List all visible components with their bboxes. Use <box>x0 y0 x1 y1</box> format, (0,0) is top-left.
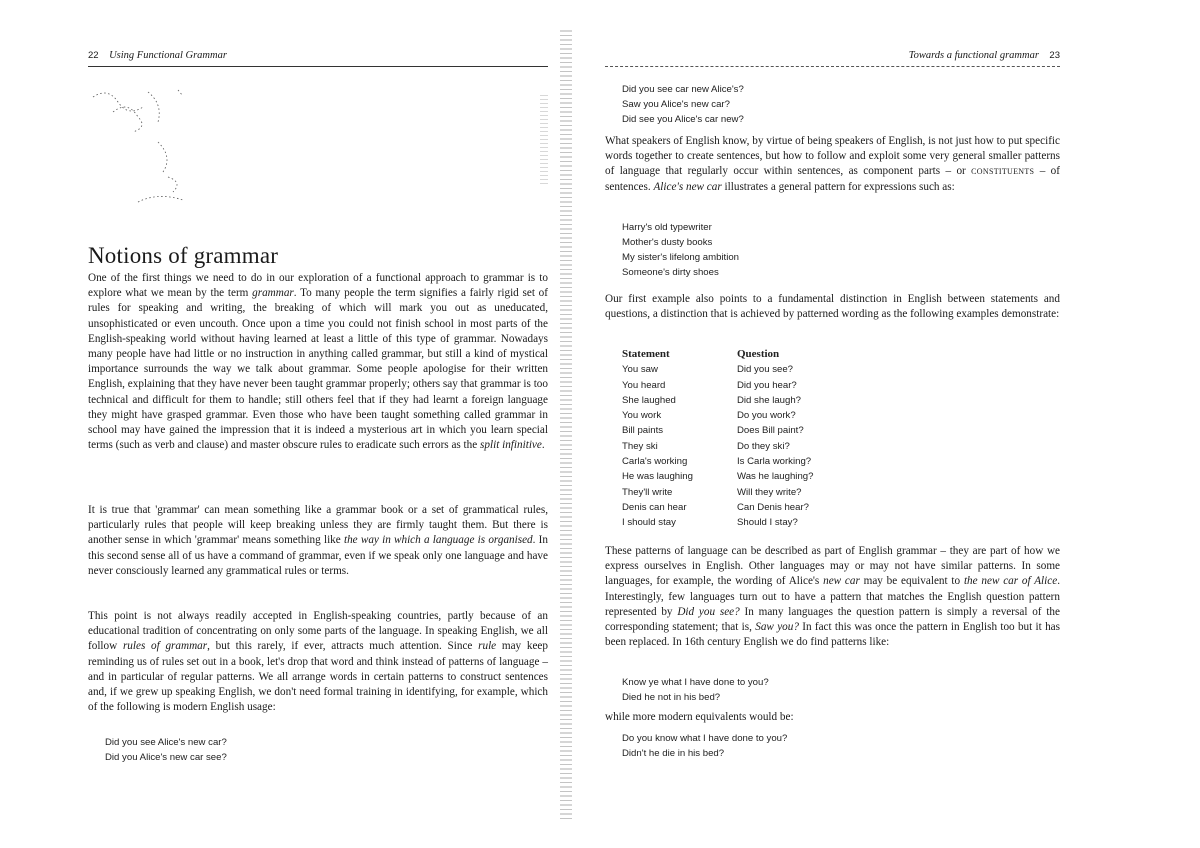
example-item: Someone's dirty shoes <box>622 267 719 278</box>
paragraph-3-emphasis-rules: rules of grammar <box>122 640 208 653</box>
table-cell-statement: I should stay <box>622 517 676 529</box>
example-item: Did you see Alice's new car? <box>105 737 227 748</box>
right-paragraph-1 <box>605 134 1060 195</box>
table-header-question: Question <box>737 348 780 360</box>
table-row <box>622 408 867 423</box>
table-cell-question: Did you see? <box>737 364 793 376</box>
right-paragraph-3-text-a: These patterns of language can be described as part of English grammar – they are part of how we express ourselves in English. Other languages may or may not have similar patterns. In some languages, for example, the wording of Alice's <box>605 545 1060 588</box>
header-rule-right <box>605 66 1060 67</box>
right-paragraph-3-emphasis-new-car: new car <box>823 575 860 588</box>
table-row <box>622 469 867 484</box>
statement-question-table <box>622 347 867 531</box>
table-row <box>622 423 867 438</box>
paragraph-2-text-c: . In this second sense all of us have a command of grammar, even if we speak only one language and have never consciously learned any grammatical rules or terms. <box>88 534 548 577</box>
table-cell-statement: He was laughing <box>622 471 693 483</box>
example-item: My sister's lifelong ambition <box>622 252 739 263</box>
example-list-left <box>105 735 227 765</box>
section-heading: Notions of grammar <box>88 243 279 268</box>
table-cell-question: Do you work? <box>737 410 796 422</box>
example-list-possessives <box>622 220 739 280</box>
right-paragraph-3-text-g: In many languages the question pattern is simply a reversal of the corresponding statement; that is, <box>605 605 1060 634</box>
table-cell-question: Can Denis hear? <box>737 501 809 513</box>
right-paragraph-3-text-i: In fact this was once the pattern in English too but it has been replaced. In 16th century English we do find patterns like: <box>605 621 1060 649</box>
example-item: Died he not in his bed? <box>622 692 721 703</box>
table-cell-question: Should I stay? <box>737 517 798 529</box>
right-paragraph-3 <box>605 544 1060 650</box>
right-paragraph-3-emphasis-did-you-see: Did you see? <box>677 605 740 618</box>
paragraph-3-emphasis-rule: rule <box>478 640 497 653</box>
table-cell-statement: They'll write <box>622 486 673 498</box>
right-paragraph-4: while more modern equivalents would be: <box>605 711 794 723</box>
example-item: Did you Alice's new car see? <box>105 752 227 763</box>
right-paragraph-2: Our first example also points to a fundamental distinction in English between statements and questions, a distinction that is achieved by patterned wording as the following examples demonstrate: <box>605 293 1060 321</box>
table-cell-statement: You saw <box>622 364 658 376</box>
table-row <box>622 454 867 469</box>
paragraph-1 <box>88 271 548 453</box>
table-cell-statement: Denis can hear <box>622 501 687 513</box>
paragraph-2-text-a: It is true that 'grammar' can mean something like a grammar book or a set of grammatical rules, particularly rules that people will keep breaking unless they are firmly taught them. But there is another sense in which 'grammar' means something like <box>88 504 548 547</box>
table-row <box>622 362 867 377</box>
paragraph-1-text-e: . <box>541 439 545 452</box>
paragraph-1-text-a: One of the first things we need to do in our exploration of a functional approach to grammar is to explore what we mean by the term <box>88 272 548 300</box>
example-list-modern <box>622 731 787 761</box>
table-row <box>622 515 867 530</box>
right-paragraph-1-text-e: illustrates a general pattern for expressions such as: <box>721 180 955 193</box>
header-rule-left <box>88 66 548 67</box>
table-cell-question: Will they write? <box>737 486 802 498</box>
example-item: Harry's old typewriter <box>622 222 712 233</box>
paragraph-1-emphasis-split-infinitive: split infinitive <box>480 439 542 452</box>
table-cell-statement: Bill paints <box>622 425 664 437</box>
paragraph-3 <box>88 609 548 715</box>
paragraph-2-emphasis: the way in which a language is organised <box>343 534 533 547</box>
table-cell-statement: Carla's working <box>622 456 688 468</box>
paragraph-3-text-a: This point is not always readily accepted in English-speaking countries, partly because of an educational tradition of concentrating on only some parts of the language. In speaking English, we all follow <box>88 610 548 653</box>
example-item: Mother's dusty books <box>622 237 713 248</box>
example-list-old-english <box>622 675 769 705</box>
table-row <box>622 393 867 408</box>
example-item: Know ye what I have done to you? <box>622 677 769 688</box>
right-paragraph-1-emphasis: Alice's new car <box>653 180 722 193</box>
running-head-title-left: Using Functional Grammar <box>109 50 227 61</box>
table-header-row <box>622 347 867 362</box>
running-head-title-right: Towards a functional grammar <box>908 50 1039 61</box>
table-cell-question: Does Bill paint? <box>737 425 804 437</box>
table-row <box>622 378 867 393</box>
right-paragraph-3-emphasis-new-car-of-alice: the new car of Alice <box>963 575 1058 588</box>
table-cell-statement: You heard <box>622 379 666 391</box>
example-item: Didn't he die in his bed? <box>622 748 725 759</box>
example-list-top <box>622 82 744 127</box>
paragraph-1-text-c: . To many people the term signifies a fairly rigid set of rules for speaking and writing, the breaking of which will mark you out as uneducated, unsophisticated or even uncouth. Once upon a time you could not finish school in most parts of the English-speaking world without having learned at least a little of this type of grammar. Nowadays many people have had little or no instruction in anything called grammar, but still a kind of mystical importance surrounds the way we talk about grammar. Some people apologise for their written English, explaining that they have never been taught grammar properly; others say that grammar is too technical and difficult for them to handle; still others feel that if they had learnt a foreign language they might have grasped grammar. Even those who have been taught something called grammar in school may have gained the impression that it is indeed a mysterious art in which you learn special terms (such as verb and clause) and master obscure rules to eradicate such errors as the <box>88 287 548 452</box>
right-paragraph-3-text-e: . Interestingly, few languages turn out to have a pattern that matches the English question pattern represented by <box>605 575 1060 618</box>
table-header-statement: Statement <box>622 348 670 360</box>
table-cell-question: Did you hear? <box>737 379 797 391</box>
paragraph-3-text-c: , but this rarely, if ever, attracts much attention. Since <box>207 640 479 653</box>
example-item: Saw you Alice's new car? <box>622 99 730 110</box>
table-cell-question: Did she laugh? <box>737 394 802 406</box>
table-cell-question: Was he laughing? <box>737 471 814 483</box>
right-paragraph-3-text-c: may be equivalent to <box>859 575 964 588</box>
table-cell-question: Is Carla working? <box>737 456 812 468</box>
running-head-left <box>88 50 227 61</box>
table-cell-statement: You work <box>622 410 662 422</box>
decorative-sketch <box>88 82 218 217</box>
right-paragraph-1-text-c: – of sentences. <box>605 165 1060 193</box>
example-item: Do you know what I have done to you? <box>622 733 788 744</box>
table-row <box>622 485 867 500</box>
table-row <box>622 500 867 515</box>
table-cell-statement: They ski <box>622 440 658 452</box>
running-head-right <box>909 50 1060 61</box>
right-paragraph-1-text-a: What speakers of English know, by virtue of being speakers of English, is not just how to put specific words together to create sentences, but how to follow and exploit some very general smaller patterns of language that regularly occur within sentences, as component parts – or <box>605 135 1060 178</box>
example-item: Did see you Alice's car new? <box>622 114 744 125</box>
term-constituents: constituents <box>971 165 1035 178</box>
table-cell-question: Do they ski? <box>737 440 790 452</box>
table-cell-statement: She laughed <box>622 394 676 406</box>
table-row <box>622 439 867 454</box>
paragraph-3-text-e: may keep reminding us of rules set out in a book, let's drop that word and think instead of patterns of language – and in particular of regular patterns. We all arrange words in certain patterns to construct sentences and, if we grew up speaking English, we don't need formal training in identifying, for example, which of the following is modern English usage: <box>88 640 548 714</box>
page-number-left: 22 <box>88 50 99 61</box>
paragraph-2 <box>88 503 548 579</box>
right-paragraph-3-emphasis-saw-you: Saw you? <box>755 621 799 634</box>
scan-noise <box>540 95 548 185</box>
page-number-right: 23 <box>1049 50 1060 61</box>
example-item: Did you see car new Alice's? <box>622 84 744 95</box>
paragraph-1-emphasis-grammar: grammar <box>252 287 294 300</box>
book-gutter <box>560 30 572 820</box>
